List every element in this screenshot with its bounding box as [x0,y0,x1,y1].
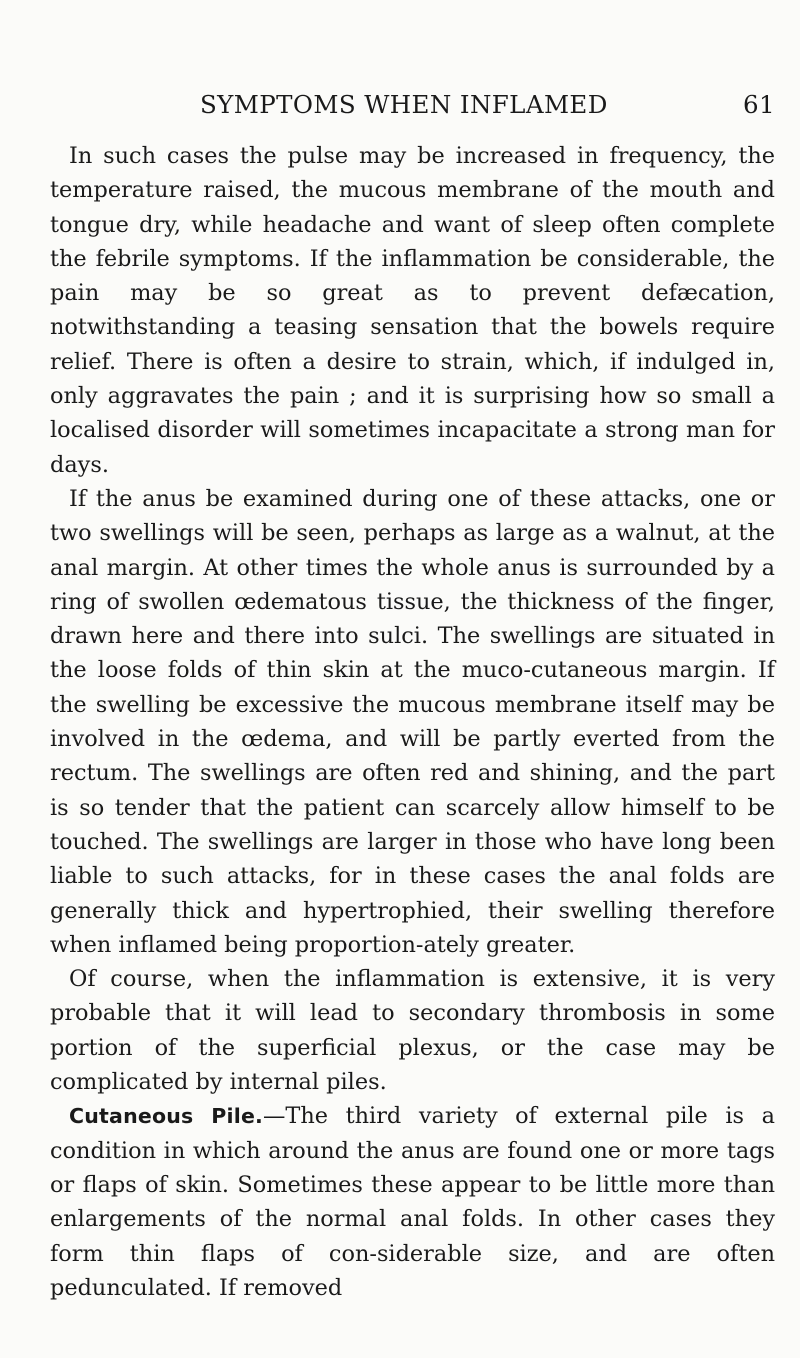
paragraph-cutaneous-pile [50,1099,775,1305]
paragraph-thrombosis [50,962,775,1099]
running-head [50,90,775,124]
paragraph-fever-symptoms [50,139,775,482]
paragraph-text: Of course, when the inflammation is extensive, it is very probable that it will lead to secondary thrombosis in some portion of the superficial plexus, or the case may be complicated by internal piles. [50,966,775,1096]
paragraph-text: —The third variety of external pile is a condition in which around the anus are found one or more tags or flaps of skin. Sometimes these appear to be little more than enlargements of the normal anal folds. In other cases they form thin flaps of con-siderable size, and are often pedunculated. If removed [50,1103,775,1301]
paragraph-text: If the anus be examined during one of these attacks, one or two swellings will be seen, perhaps as large as a walnut, at the anal margin. At other times the whole anus is surrounded by a ring of swollen œdematous tissue, the thickness of the finger, drawn here and there into sulci. The swellings are situated in the loose folds of thin skin at the muco-cutaneous margin. If the swelling be excessive the mucous membrane itself may be involved in the œdema, and will be partly everted from the rectum. The swellings are often red and shining, and the part is so tender that the patient can scarcely allow himself to be touched. The swellings are larger in those who have long been liable to such attacks, for in these cases the anal folds are generally thick and hypertrophied, their swelling therefore when inflamed being proportion-ately greater. [50,485,775,958]
page-number: 61 [743,90,775,119]
body-text [50,139,775,1305]
paragraph-text: In such cases the pulse may be increased in frequency, the temperature raised, the mucous membrane of the mouth and tongue dry, while headache and want of sleep often complete the febrile symptoms. If the inflammation be considerable, the pain may be so great as to prevent defæcation, notwithstanding a teasing sensation that the bowels require relief. There is often a desire to strain, which, if indulged in, only aggravates the pain ; and it is surprising how so small a localised disorder will sometimes incapacitate a strong man for days. [50,143,775,478]
running-title: SYMPTOMS WHEN INFLAMED [200,90,608,119]
paragraph-examination [50,482,775,962]
section-heading: Cutaneous Pile. [69,1104,264,1129]
